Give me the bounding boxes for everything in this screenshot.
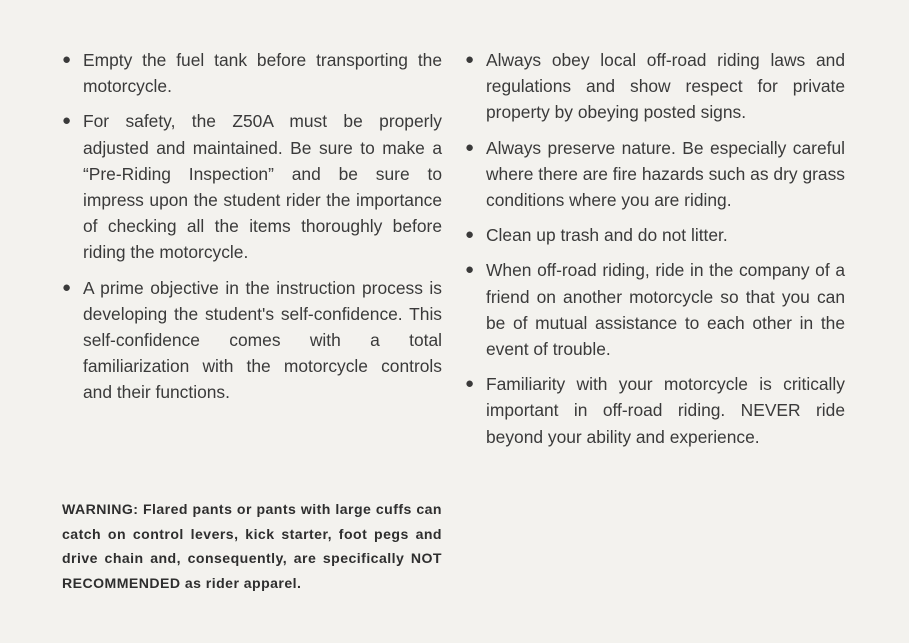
list-item-self-confidence — [62, 275, 442, 406]
item-text: Always preserve nature. Be especially careful where there are fire hazards such as dry grass conditions where you are riding. — [486, 137, 845, 211]
item-text: Familiarity with your motorcycle is critically important in off-road riding. NEVER ride beyond your ability and experience. — [486, 374, 845, 447]
item-text: When off-road riding, ride in the company of a friend on another motorcycle so that you can be of mutual assistance to each other in the event of trouble. — [486, 260, 845, 360]
list-item-clean-up — [465, 222, 845, 248]
list-item-off-road-laws — [465, 47, 845, 126]
list-item-familiarity — [465, 371, 845, 450]
list-item-ride-with-friend — [465, 257, 845, 362]
bullet-icon: ● — [465, 51, 475, 68]
item-text: Empty the fuel tank before transporting the motorcycle. — [83, 50, 442, 97]
right-column — [465, 47, 845, 459]
left-bullet-list — [62, 47, 442, 406]
bullet-icon: ● — [465, 138, 475, 156]
item-text: Clean up trash and do not litter. — [486, 225, 728, 246]
item-text: A prime objective in the instruction process is developing the student's self-confidence. This self-confidence comes with a total familiarization with the motorcycle controls and their functions. — [83, 277, 442, 403]
item-text: Always obey local off-road riding laws and regulations and show respect for private property by obeying posted signs. — [486, 50, 845, 123]
list-item-transport-fuel — [62, 47, 442, 99]
right-bullet-list — [465, 47, 845, 450]
left-column — [62, 47, 442, 415]
list-item-safety-inspection — [62, 108, 442, 265]
bullet-icon: ● — [62, 278, 72, 296]
bullet-icon: ● — [62, 51, 72, 68]
warning-note: WARNING: Flared pants or pants with large cuffs can catch on control levers, kick starter, foot pegs and drive chain and, consequently, are specifically NOT RECOMMENDED as rider apparel. — [62, 501, 442, 591]
bullet-icon: ● — [465, 226, 475, 244]
bullet-icon: ● — [62, 112, 72, 130]
bullet-icon: ● — [465, 261, 475, 279]
bullet-icon: ● — [465, 375, 475, 393]
list-item-preserve-nature — [465, 135, 845, 214]
item-text: For safety, the Z50A must be properly adjusted and maintained. Be sure to make a “Pre-Riding Inspection” and be sure to impress upon the student rider the importance of checking all the items thoroughly before riding the motorcycle. — [83, 111, 442, 263]
